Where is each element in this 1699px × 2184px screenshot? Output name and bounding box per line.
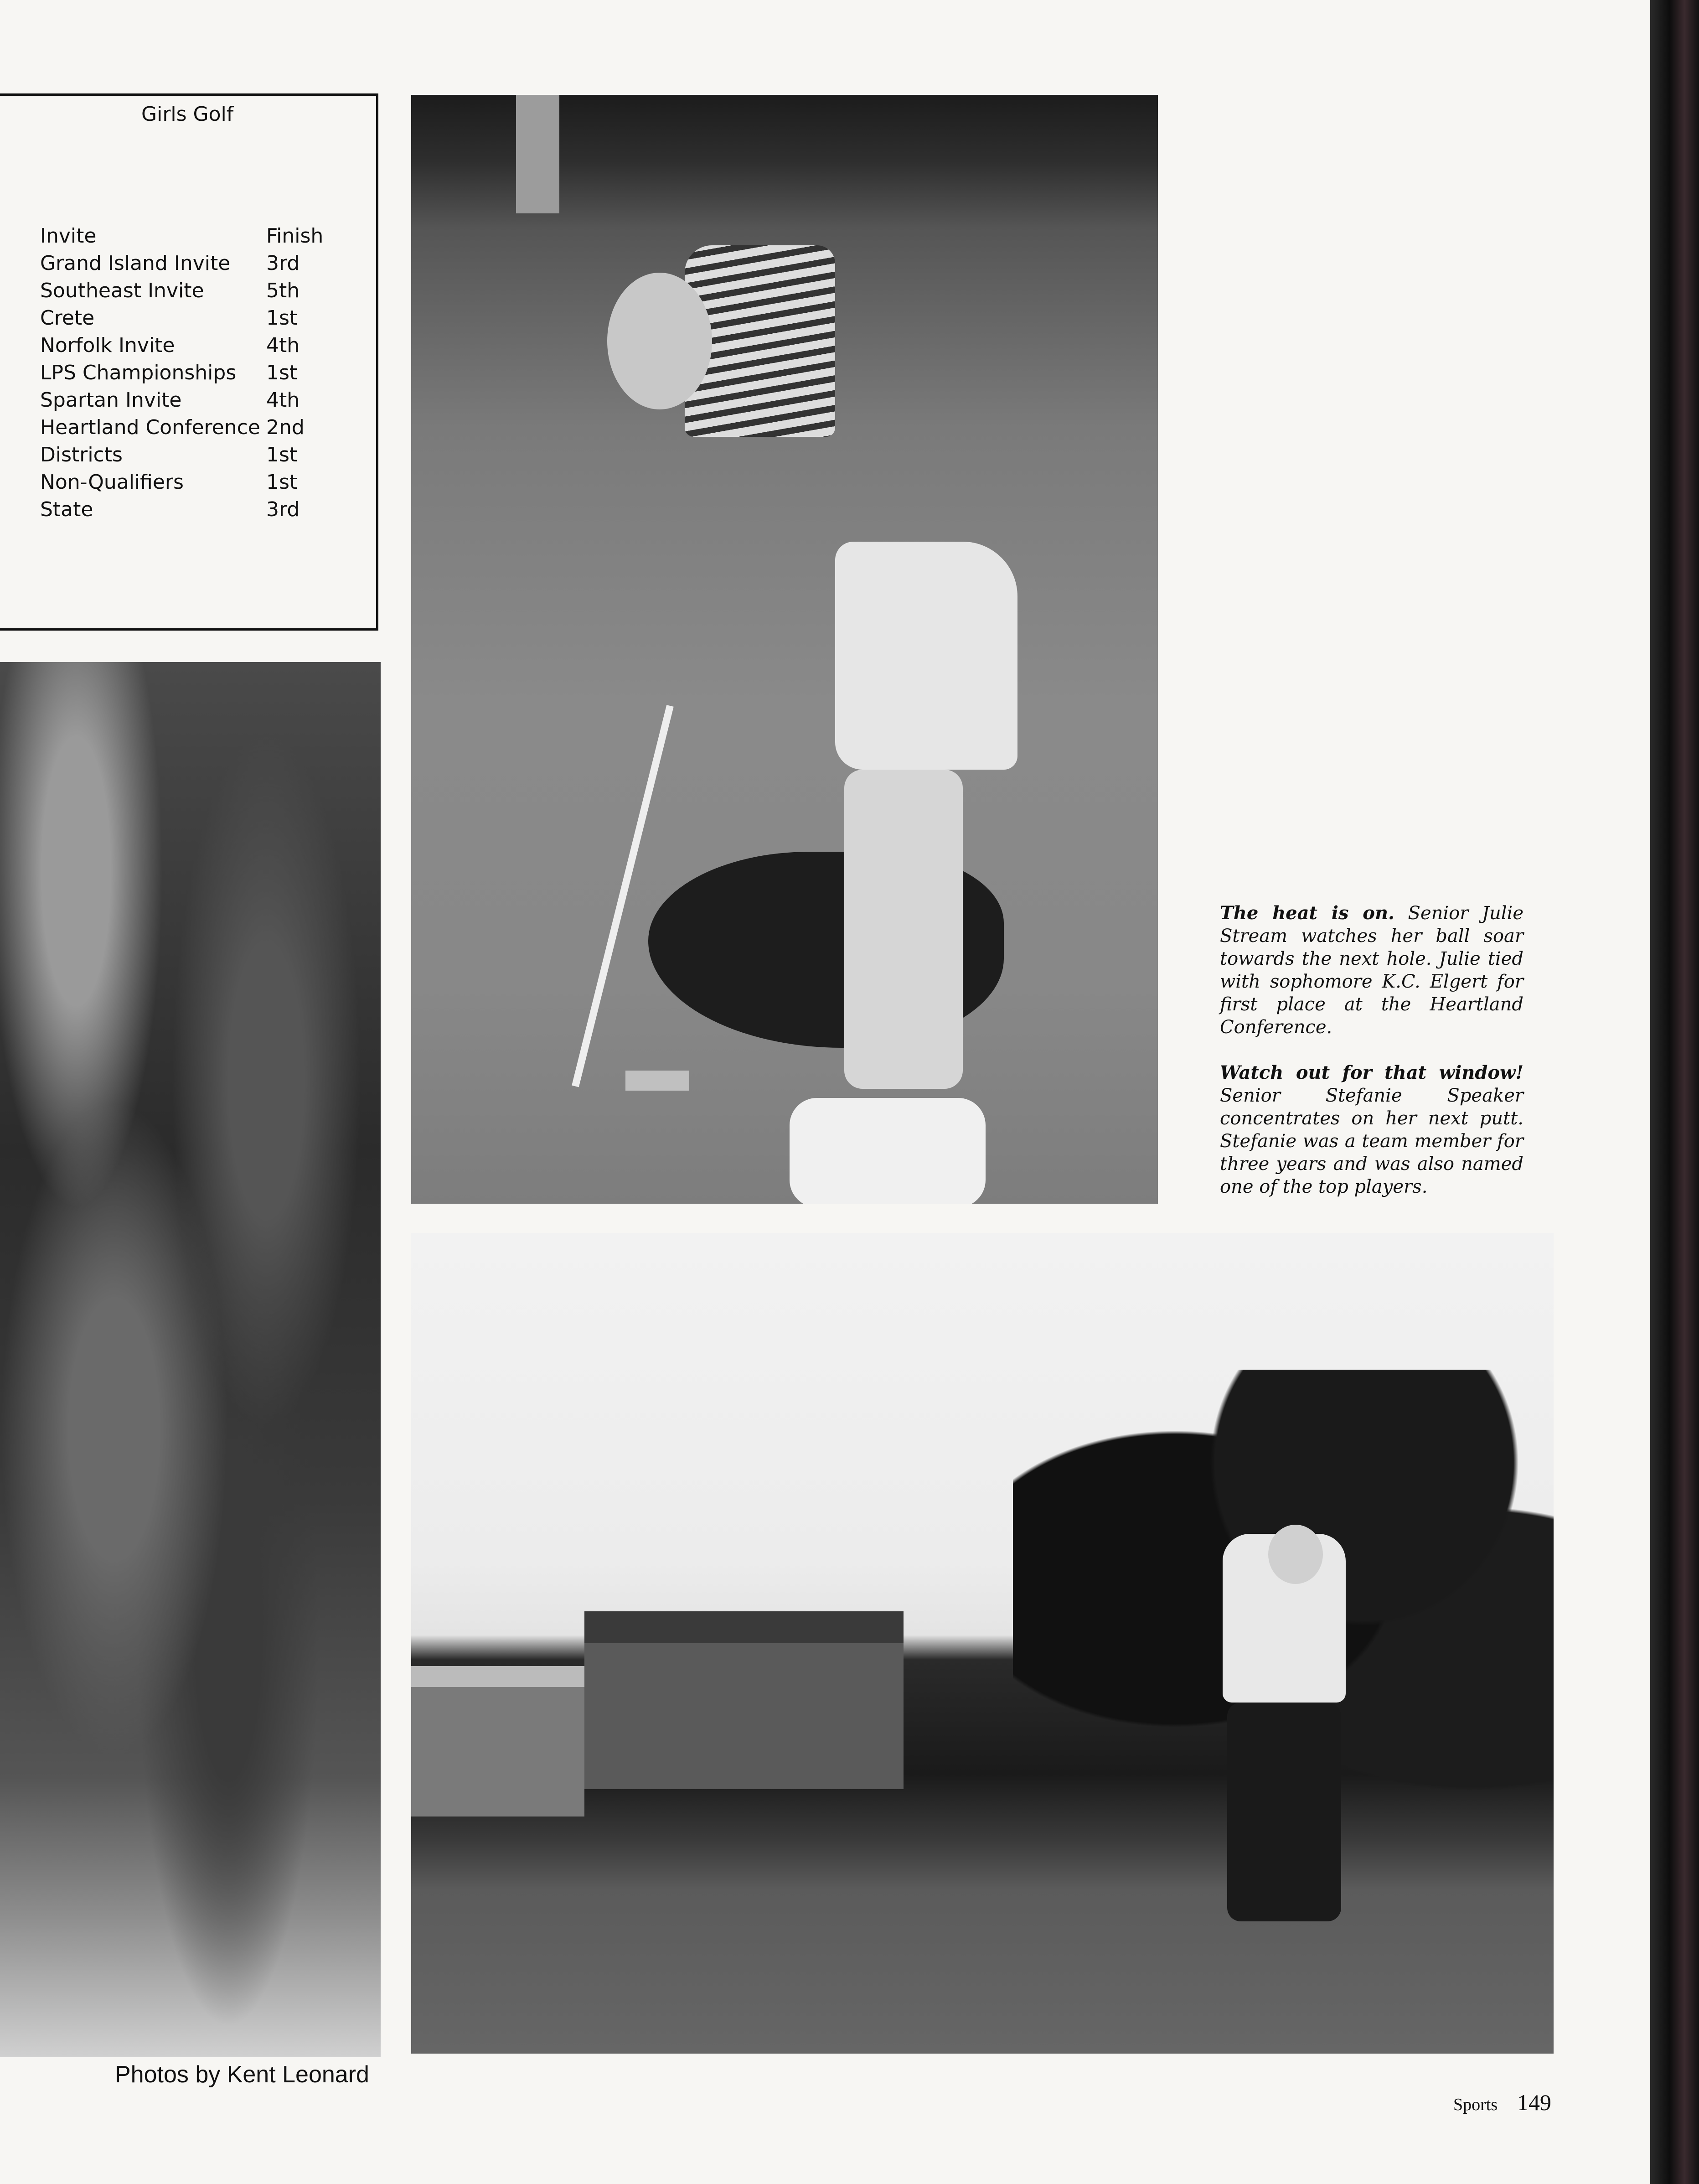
results-finish: 1st [266, 361, 298, 384]
results-header-finish: Finish [266, 224, 324, 248]
results-event: State [40, 498, 93, 521]
caption-lead: Watch out for that window! [1220, 1062, 1523, 1083]
photo-tree-trunk [516, 95, 559, 213]
caption [1220, 902, 1523, 1039]
caption-body: Senior Julie Stream watches her ball soar towards the next hole. Julie tied with sophomore K.C. Elgert for first place at the Heartland Conference. [1220, 903, 1523, 1038]
photo-house [411, 1666, 584, 1817]
photo-captions [1220, 902, 1523, 1221]
results-finish: 1st [266, 306, 298, 330]
photo-putter [572, 705, 674, 1087]
photo-credit: Photos by Kent Leonard [115, 2061, 369, 2088]
results-finish: 4th [266, 334, 300, 357]
results-header-event: Invite [40, 224, 97, 248]
caption-body: Senior Stefanie Speaker concentrates on her next putt. Stefanie was a team member for three years and was also named one of the top players. [1220, 1085, 1523, 1197]
photo-golfer-head [1268, 1525, 1323, 1584]
folio-section: Sports [1453, 2095, 1498, 2114]
page-number: 149 [1517, 2090, 1551, 2115]
results-finish: 5th [266, 279, 300, 302]
results-event: Norfolk Invite [40, 334, 175, 357]
results-row [40, 332, 323, 359]
results-finish: 3rd [266, 498, 300, 521]
results-row [40, 469, 323, 496]
results-finish: 2nd [266, 416, 305, 439]
binding-edge [1650, 0, 1699, 2184]
results-event: Non-Qualifiers [40, 471, 184, 494]
results-event: LPS Championships [40, 361, 237, 384]
results-header-row [40, 223, 323, 250]
results-event: Southeast Invite [40, 279, 204, 302]
photo-golfer-shoes [790, 1098, 986, 1204]
results-row [40, 441, 323, 469]
results-event: Districts [40, 443, 123, 466]
results-row [40, 277, 323, 305]
photo-golfer-legs [844, 770, 963, 1089]
results-row [40, 250, 323, 277]
results-row [40, 414, 323, 441]
results-finish: 1st [266, 471, 298, 494]
photo-golfer-head [607, 273, 712, 409]
course-putt-photo [411, 1233, 1554, 2054]
foliage-photo [0, 662, 381, 2057]
results-event: Heartland Conference [40, 416, 260, 439]
results-finish: 1st [266, 443, 298, 466]
caption [1220, 1061, 1523, 1198]
results-table [40, 223, 323, 523]
results-row [40, 305, 323, 332]
photo-golfer-legs [1227, 1703, 1341, 1921]
results-finish: 4th [266, 388, 300, 412]
results-finish: 3rd [266, 252, 300, 275]
results-event: Crete [40, 306, 95, 330]
photo-golfer-shorts [835, 542, 1017, 770]
photo-house [584, 1611, 904, 1789]
putting-golfer-photo [411, 95, 1158, 1204]
photo-putter-head [625, 1071, 689, 1091]
results-row [40, 496, 323, 523]
results-event: Grand Island Invite [40, 252, 231, 275]
results-row [40, 387, 323, 414]
results-row [40, 359, 323, 387]
caption-lead: The heat is on. [1220, 902, 1394, 924]
results-title: Girls Golf [141, 103, 234, 126]
results-event: Spartan Invite [40, 388, 182, 412]
